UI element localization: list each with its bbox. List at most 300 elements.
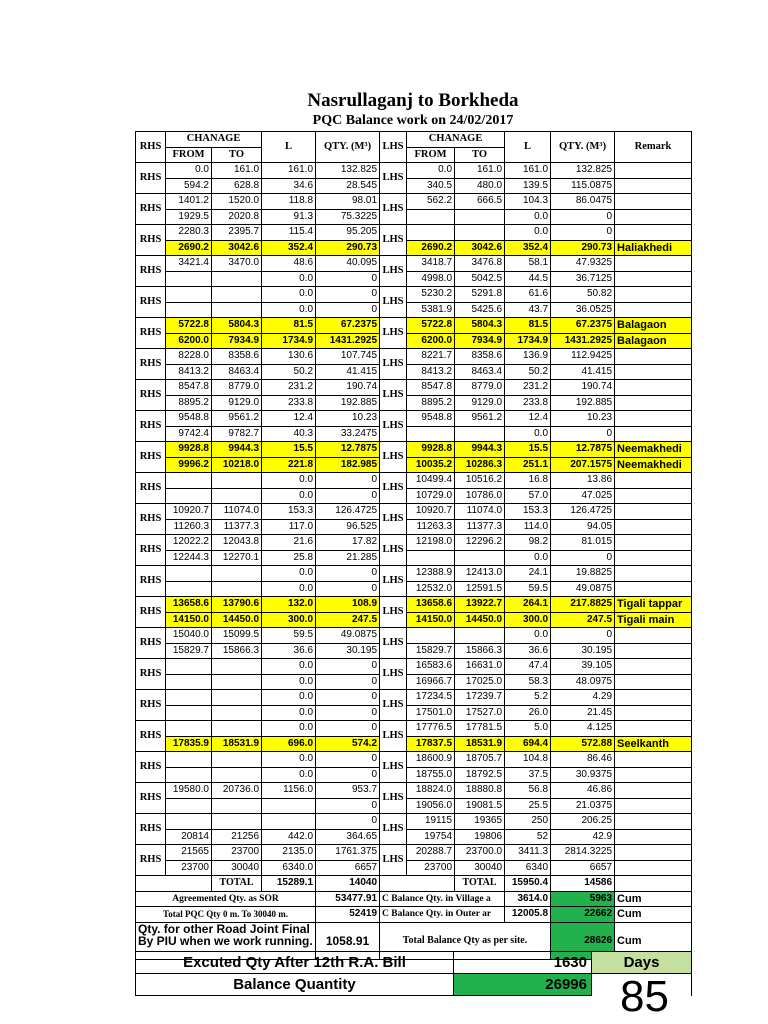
rhs-to-cell: 10218.0	[212, 457, 262, 473]
lhs-to-cell: 19081.5	[455, 798, 505, 814]
lhs-to-cell: 30040	[455, 860, 505, 876]
remark-cell	[615, 209, 692, 225]
lhs-to-cell: 8779.0	[455, 380, 505, 396]
rhs-from-cell	[166, 767, 212, 783]
table-row	[136, 752, 692, 768]
rhs-to-cell: 628.8	[212, 178, 262, 194]
rhs-side-label: RHS	[136, 256, 166, 287]
lhs-to-cell: 17239.7	[455, 690, 505, 706]
rhs-to-cell: 3470.0	[212, 256, 262, 272]
table-row	[136, 705, 692, 721]
rhs-qty-cell: 41.415	[316, 364, 380, 380]
lhs-side-label: LHS	[380, 225, 407, 256]
rhs-to-cell: 23700	[212, 845, 262, 861]
remark-cell	[615, 194, 692, 210]
lhs-qty-cell: 207.1575	[551, 457, 615, 473]
lhs-side-label: LHS	[380, 659, 407, 690]
rhs-qty-cell: 0	[316, 705, 380, 721]
lhs-to-header: TO	[455, 147, 505, 163]
lhs-total-label: TOTAL	[455, 876, 505, 892]
lhs-from-cell: 8547.8	[407, 380, 455, 396]
lhs-length-cell: 104.3	[505, 194, 551, 210]
table-row	[136, 581, 692, 597]
rhs-to-cell: 2020.8	[212, 209, 262, 225]
table-row	[136, 550, 692, 566]
days-label: Days	[592, 952, 692, 974]
rhs-side-label: RHS	[136, 752, 166, 783]
remark-cell	[615, 178, 692, 194]
lhs-qty-cell: 6657	[551, 860, 615, 876]
lhs-length-header: L	[505, 132, 551, 163]
rhs-side-label: RHS	[136, 225, 166, 256]
rhs-from-cell	[166, 690, 212, 706]
rhs-side-label: RHS	[136, 473, 166, 504]
rhs-from-cell: 9996.2	[166, 457, 212, 473]
rhs-qty-cell: 33.2475	[316, 426, 380, 442]
table-row	[136, 473, 692, 489]
rhs-from-cell: 19580.0	[166, 783, 212, 799]
lhs-length-cell: 81.5	[505, 318, 551, 334]
table-row	[136, 457, 692, 473]
rhs-to-cell: 21256	[212, 829, 262, 845]
lhs-from-cell: 18824.0	[407, 783, 455, 799]
agreement-value: 53477.91	[316, 891, 380, 907]
rhs-length-cell: 153.3	[262, 504, 316, 520]
lhs-to-cell: 5042.5	[455, 271, 505, 287]
rhs-length-cell: 1734.9	[262, 333, 316, 349]
executed-summary-table	[135, 951, 692, 996]
table-row	[136, 798, 692, 814]
rhs-length-cell: 36.6	[262, 643, 316, 659]
rhs-side-label: RHS	[136, 659, 166, 690]
lhs-length-cell: 233.8	[505, 395, 551, 411]
rhs-from-cell	[166, 271, 212, 287]
remark-cell	[615, 535, 692, 551]
lhs-length-cell: 251.1	[505, 457, 551, 473]
rhs-to-cell	[212, 705, 262, 721]
rhs-qty-cell: 6657	[316, 860, 380, 876]
lhs-length-cell: 139.5	[505, 178, 551, 194]
lhs-to-cell: 3476.8	[455, 256, 505, 272]
other-road-value: 1058.91	[316, 922, 380, 959]
lhs-length-cell: 58.1	[505, 256, 551, 272]
lhs-to-cell: 8358.6	[455, 349, 505, 365]
rhs-from-cell	[166, 473, 212, 489]
rhs-qty-cell: 290.73	[316, 240, 380, 256]
lhs-qty-cell: 19.8825	[551, 566, 615, 582]
lhs-qty-cell: 86.0475	[551, 194, 615, 210]
remark-cell	[615, 225, 692, 241]
lhs-length-cell: 114.0	[505, 519, 551, 535]
table-row	[136, 178, 692, 194]
rhs-from-cell: 2690.2	[166, 240, 212, 256]
lhs-length-cell: 36.6	[505, 643, 551, 659]
lhs-qty-cell: 94.05	[551, 519, 615, 535]
rhs-to-cell	[212, 690, 262, 706]
table-row	[136, 829, 692, 845]
table-row	[136, 814, 692, 830]
remark-cell	[615, 287, 692, 303]
rhs-qty-cell: 75.3225	[316, 209, 380, 225]
rhs-length-cell: 300.0	[262, 612, 316, 628]
lhs-length-cell: 61.6	[505, 287, 551, 303]
rhs-chainage-header: CHANAGE	[166, 132, 262, 148]
remark-cell: Neemakhedi	[615, 457, 692, 473]
lhs-from-cell: 17234.5	[407, 690, 455, 706]
lhs-to-cell: 18531.9	[455, 736, 505, 752]
rhs-length-cell: 0.0	[262, 566, 316, 582]
rhs-side-label: RHS	[136, 783, 166, 814]
lhs-to-cell	[455, 550, 505, 566]
lhs-qty-cell: 290.73	[551, 240, 615, 256]
rhs-length-cell: 25.8	[262, 550, 316, 566]
rhs-to-cell	[212, 287, 262, 303]
lhs-qty-cell: 2814.3225	[551, 845, 615, 861]
rhs-from-cell: 17835.9	[166, 736, 212, 752]
remark-cell	[615, 829, 692, 845]
remark-cell: Seelkanth	[615, 736, 692, 752]
lhs-qty-cell: 47.025	[551, 488, 615, 504]
rhs-from-cell: 23700	[166, 860, 212, 876]
rhs-qty-cell: 95.205	[316, 225, 380, 241]
lhs-qty-cell: 67.2375	[551, 318, 615, 334]
rhs-side-label: RHS	[136, 287, 166, 318]
remark-cell: Tigali tappar	[615, 597, 692, 613]
lhs-from-cell: 19056.0	[407, 798, 455, 814]
rhs-to-header: TO	[212, 147, 262, 163]
rhs-to-cell: 3042.6	[212, 240, 262, 256]
rhs-side-label: RHS	[136, 194, 166, 225]
remark-cell	[615, 411, 692, 427]
lhs-length-cell: 300.0	[505, 612, 551, 628]
lhs-from-cell: 8413.2	[407, 364, 455, 380]
remark-cell	[615, 550, 692, 566]
table-row	[136, 690, 692, 706]
rhs-qty-cell: 12.7875	[316, 442, 380, 458]
lhs-to-cell: 7934.9	[455, 333, 505, 349]
remark-cell	[615, 349, 692, 365]
table-row	[136, 767, 692, 783]
rhs-length-cell: 0.0	[262, 581, 316, 597]
lhs-side-label: LHS	[380, 597, 407, 628]
lhs-side-label: LHS	[380, 814, 407, 845]
rhs-length-cell: 115.4	[262, 225, 316, 241]
rhs-qty-cell: 182.985	[316, 457, 380, 473]
pqc-balance-table	[135, 131, 692, 960]
lhs-length-cell: 694.4	[505, 736, 551, 752]
rhs-qty-cell: 0	[316, 752, 380, 768]
remark-cell	[615, 581, 692, 597]
outer-balance-length: 12005.8	[505, 907, 551, 923]
lhs-from-cell: 4998.0	[407, 271, 455, 287]
table-row	[136, 736, 692, 752]
lhs-to-cell: 15866.3	[455, 643, 505, 659]
lhs-from-cell: 19754	[407, 829, 455, 845]
rhs-from-cell: 8895.2	[166, 395, 212, 411]
rhs-to-cell	[212, 566, 262, 582]
remark-cell	[615, 860, 692, 876]
table-row	[136, 395, 692, 411]
rhs-side-label: RHS	[136, 628, 166, 659]
remark-cell	[615, 504, 692, 520]
rhs-length-cell: 2135.0	[262, 845, 316, 861]
rhs-length-cell: 6340.0	[262, 860, 316, 876]
remark-cell	[615, 488, 692, 504]
rhs-length-cell: 15.5	[262, 442, 316, 458]
rhs-qty-header: QTY. (M³)	[316, 132, 380, 163]
page-title: Nasrullaganj to Borkheda	[307, 90, 519, 111]
table-row	[136, 209, 692, 225]
lhs-from-cell	[407, 209, 455, 225]
lhs-to-cell: 17781.5	[455, 721, 505, 737]
rhs-to-cell: 9129.0	[212, 395, 262, 411]
table-row	[136, 287, 692, 303]
lhs-length-cell: 98.2	[505, 535, 551, 551]
lhs-length-cell: 6340	[505, 860, 551, 876]
lhs-to-cell: 3042.6	[455, 240, 505, 256]
lhs-from-cell: 2690.2	[407, 240, 455, 256]
rhs-from-cell	[166, 659, 212, 675]
lhs-length-cell: 12.4	[505, 411, 551, 427]
rhs-qty-cell: 0	[316, 814, 380, 830]
lhs-qty-cell: 30.195	[551, 643, 615, 659]
lhs-qty-cell: 81.015	[551, 535, 615, 551]
remark-cell	[615, 767, 692, 783]
table-row	[136, 442, 692, 458]
lhs-length-cell: 43.7	[505, 302, 551, 318]
rhs-length-cell: 48.6	[262, 256, 316, 272]
rhs-from-cell: 13658.6	[166, 597, 212, 613]
lhs-qty-cell: 46.86	[551, 783, 615, 799]
lhs-from-cell: 19115	[407, 814, 455, 830]
rhs-qty-cell: 0	[316, 721, 380, 737]
rhs-qty-cell: 192.885	[316, 395, 380, 411]
rhs-side-label: RHS	[136, 163, 166, 194]
total-balance-label: Total Balance Qty as per site.	[380, 922, 551, 959]
lhs-qty-cell: 10.23	[551, 411, 615, 427]
table-row	[136, 721, 692, 737]
remark-cell	[615, 705, 692, 721]
lhs-length-cell: 161.0	[505, 163, 551, 179]
summary-body	[136, 876, 692, 960]
rhs-qty-cell: 0	[316, 302, 380, 318]
rhs-length-cell: 0.0	[262, 705, 316, 721]
total-balance-unit: Cum	[615, 922, 692, 959]
remark-cell	[615, 566, 692, 582]
village-balance-unit: Cum	[615, 891, 692, 907]
rhs-length-cell: 0.0	[262, 659, 316, 675]
rhs-to-cell	[212, 798, 262, 814]
lhs-to-cell: 161.0	[455, 163, 505, 179]
lhs-to-cell: 10286.3	[455, 457, 505, 473]
rhs-length-cell: 12.4	[262, 411, 316, 427]
rhs-from-cell: 12244.3	[166, 550, 212, 566]
rhs-qty-cell: 28.545	[316, 178, 380, 194]
rhs-to-cell	[212, 752, 262, 768]
lhs-to-cell: 11074.0	[455, 504, 505, 520]
rhs-to-cell: 9944.3	[212, 442, 262, 458]
lhs-chainage-header: CHANAGE	[407, 132, 505, 148]
remark-cell	[615, 783, 692, 799]
lhs-from-cell: 8895.2	[407, 395, 455, 411]
table-row	[136, 302, 692, 318]
rhs-qty-cell: 98.01	[316, 194, 380, 210]
table-row	[136, 349, 692, 365]
lhs-length-cell: 0.0	[505, 550, 551, 566]
lhs-qty-cell: 39.105	[551, 659, 615, 675]
lhs-side-label: LHS	[380, 628, 407, 659]
rhs-qty-cell: 21.285	[316, 550, 380, 566]
lhs-qty-cell: 0	[551, 550, 615, 566]
lhs-length-cell: 52	[505, 829, 551, 845]
rhs-to-cell: 12270.1	[212, 550, 262, 566]
other-road-label: Qty. for other Road Joint Final By PIU when we work running.	[136, 922, 316, 959]
table-row	[136, 597, 692, 613]
lhs-side-label: LHS	[380, 845, 407, 876]
table-row	[136, 364, 692, 380]
rhs-qty-cell: 0	[316, 473, 380, 489]
lhs-from-cell: 23700	[407, 860, 455, 876]
lhs-to-cell	[455, 426, 505, 442]
rhs-from-cell: 20814	[166, 829, 212, 845]
rhs-qty-cell: 126.4725	[316, 504, 380, 520]
table-body	[136, 163, 692, 876]
rhs-qty-cell: 1431.2925	[316, 333, 380, 349]
lhs-length-cell: 56.8	[505, 783, 551, 799]
lhs-length-cell: 250	[505, 814, 551, 830]
lhs-from-cell: 3418.7	[407, 256, 455, 272]
rhs-from-cell: 6200.0	[166, 333, 212, 349]
rhs-length-cell: 0.0	[262, 287, 316, 303]
rhs-from-cell	[166, 721, 212, 737]
lhs-length-cell: 0.0	[505, 225, 551, 241]
rhs-total-qty: 14040	[316, 876, 380, 892]
rhs-side-label: RHS	[136, 504, 166, 535]
rhs-qty-cell: 0	[316, 798, 380, 814]
rhs-length-cell: 442.0	[262, 829, 316, 845]
remark-cell	[615, 643, 692, 659]
table-row	[136, 240, 692, 256]
rhs-qty-cell: 953.7	[316, 783, 380, 799]
table-row	[136, 519, 692, 535]
table-row	[136, 628, 692, 644]
lhs-to-cell: 9129.0	[455, 395, 505, 411]
lhs-to-cell: 17527.0	[455, 705, 505, 721]
lhs-side-label: LHS	[380, 752, 407, 783]
lhs-length-cell: 24.1	[505, 566, 551, 582]
rhs-length-cell: 1156.0	[262, 783, 316, 799]
remark-cell	[615, 674, 692, 690]
rhs-qty-cell: 40.095	[316, 256, 380, 272]
rhs-side-label: RHS	[136, 442, 166, 473]
rhs-from-cell	[166, 581, 212, 597]
remark-cell: Tigali main	[615, 612, 692, 628]
rhs-from-cell: 10920.7	[166, 504, 212, 520]
rhs-length-cell: 0.0	[262, 473, 316, 489]
rhs-length-cell: 233.8	[262, 395, 316, 411]
rhs-to-cell: 14450.0	[212, 612, 262, 628]
lhs-to-cell: 13922.7	[455, 597, 505, 613]
remark-cell	[615, 659, 692, 675]
rhs-total-length: 15289.1	[262, 876, 316, 892]
rhs-from-cell: 9742.4	[166, 426, 212, 442]
rhs-from-cell	[166, 798, 212, 814]
lhs-qty-cell: 112.9425	[551, 349, 615, 365]
rhs-from-header: FROM	[166, 147, 212, 163]
table-row	[136, 860, 692, 876]
remark-cell	[615, 473, 692, 489]
lhs-side-label: LHS	[380, 504, 407, 535]
lhs-length-cell: 25.5	[505, 798, 551, 814]
rhs-side-label: RHS	[136, 597, 166, 628]
rhs-to-cell: 8779.0	[212, 380, 262, 396]
table-row	[136, 535, 692, 551]
rhs-length-cell: 118.8	[262, 194, 316, 210]
rhs-from-cell: 1401.2	[166, 194, 212, 210]
lhs-from-cell: 12198.0	[407, 535, 455, 551]
lhs-to-cell: 12413.0	[455, 566, 505, 582]
rhs-qty-cell: 30.195	[316, 643, 380, 659]
rhs-side-label: RHS	[136, 690, 166, 721]
lhs-to-cell	[455, 209, 505, 225]
rhs-side-label: RHS	[136, 535, 166, 566]
remark-cell: Balagaon	[615, 318, 692, 334]
lhs-from-cell: 17501.0	[407, 705, 455, 721]
remark-cell: Neemakhedi	[615, 442, 692, 458]
rhs-length-cell: 59.5	[262, 628, 316, 644]
remark-cell	[615, 380, 692, 396]
lhs-from-cell: 10920.7	[407, 504, 455, 520]
rhs-from-cell	[166, 674, 212, 690]
lhs-qty-cell: 247.5	[551, 612, 615, 628]
rhs-to-cell: 161.0	[212, 163, 262, 179]
rhs-to-cell	[212, 473, 262, 489]
lhs-length-cell: 5.2	[505, 690, 551, 706]
lhs-from-cell: 10035.2	[407, 457, 455, 473]
rhs-to-cell	[212, 814, 262, 830]
rhs-length-cell: 0.0	[262, 271, 316, 287]
village-balance-length: 3614.0	[505, 891, 551, 907]
rhs-from-cell	[166, 302, 212, 318]
lhs-from-cell	[407, 225, 455, 241]
rhs-length-cell: 34.6	[262, 178, 316, 194]
lhs-qty-cell: 4.125	[551, 721, 615, 737]
rhs-to-cell	[212, 302, 262, 318]
lhs-from-cell: 17837.5	[407, 736, 455, 752]
rhs-to-cell: 15099.5	[212, 628, 262, 644]
remark-cell	[615, 364, 692, 380]
lhs-qty-cell: 192.885	[551, 395, 615, 411]
remark-cell	[615, 721, 692, 737]
lhs-qty-cell: 190.74	[551, 380, 615, 396]
rhs-to-cell	[212, 721, 262, 737]
lhs-length-cell: 50.2	[505, 364, 551, 380]
lhs-length-cell: 104.8	[505, 752, 551, 768]
lhs-side-label: LHS	[380, 473, 407, 504]
lhs-from-cell: 12532.0	[407, 581, 455, 597]
rhs-qty-cell: 0	[316, 674, 380, 690]
rhs-qty-cell: 0	[316, 566, 380, 582]
rhs-qty-cell: 96.525	[316, 519, 380, 535]
lhs-qty-cell: 86.46	[551, 752, 615, 768]
rhs-qty-cell: 17.82	[316, 535, 380, 551]
lhs-length-cell: 231.2	[505, 380, 551, 396]
rhs-side-label: RHS	[136, 814, 166, 845]
lhs-from-cell: 16966.7	[407, 674, 455, 690]
lhs-to-cell: 10786.0	[455, 488, 505, 504]
lhs-from-cell: 15829.7	[407, 643, 455, 659]
lhs-to-cell: 16631.0	[455, 659, 505, 675]
